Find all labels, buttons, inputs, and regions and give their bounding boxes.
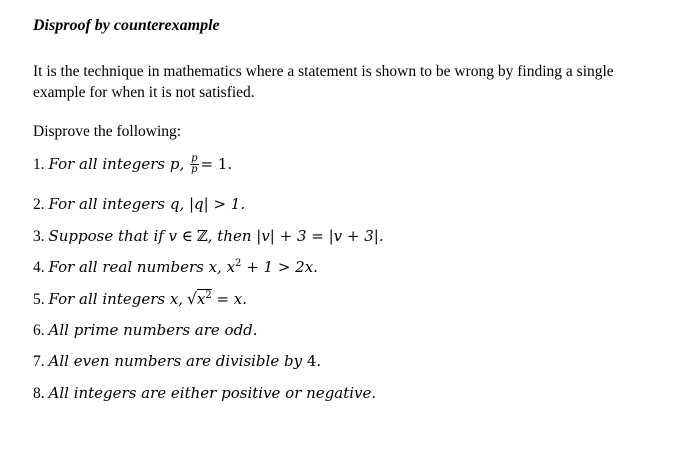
list-item-4 (33, 258, 318, 277)
fraction-denominator: p (191, 164, 198, 175)
fraction (190, 154, 198, 175)
page-heading: Disproof by counterexample (33, 17, 220, 34)
superscript: 2 (235, 258, 242, 269)
item-text: All prime numbers are odd. (48, 321, 258, 339)
item-number: 3. (33, 228, 45, 245)
item-number: 7. (33, 353, 45, 370)
item-number: 8. (33, 385, 45, 402)
item-text-end: = x. (211, 290, 248, 308)
item-text: For all integers x, (48, 290, 184, 308)
list-item-8 (33, 384, 376, 403)
radicand (197, 289, 212, 308)
prompt-text: Disprove the following: (33, 123, 182, 140)
fraction-numerator: p (191, 153, 198, 164)
list-item-6 (33, 321, 258, 340)
item-number: 6. (33, 322, 45, 339)
square-root (187, 290, 212, 309)
intro-paragraph: It is the technique in mathematics where a statement is shown to be wrong by finding a single example for when it is not satisfied. (33, 63, 614, 101)
item-text: All integers are either positive or negative. (48, 384, 377, 402)
superscript: 2 (205, 290, 212, 301)
item-text-end: = 1. (200, 155, 233, 174)
item-number: 1. (33, 156, 45, 174)
list-item-5 (33, 290, 247, 309)
item-text: For all integers q, |q| > 1. (48, 195, 246, 213)
list-item-1 (33, 155, 232, 176)
radical-sign: √ (186, 290, 197, 308)
list-item-3 (33, 227, 384, 246)
list-item-7 (33, 352, 321, 371)
list-item-2 (33, 195, 245, 214)
integer-set-symbol: ℤ (196, 227, 208, 245)
item-number: 4. (33, 259, 45, 277)
radicand-base: x (196, 290, 206, 308)
item-text-end: , then |v| + 3 = |v + 3|. (207, 227, 384, 245)
item-text: For all real numbers x, x (48, 258, 236, 277)
item-text-end: 4. (302, 352, 322, 370)
item-text: Suppose that if v ∈ (48, 227, 193, 245)
item-number: 2. (33, 196, 45, 213)
item-text: For all integers p, (48, 155, 185, 174)
item-number: 5. (33, 291, 45, 308)
item-text-end: + 1 > 2x. (241, 258, 318, 277)
item-text: All even numbers are divisible by (48, 352, 303, 370)
